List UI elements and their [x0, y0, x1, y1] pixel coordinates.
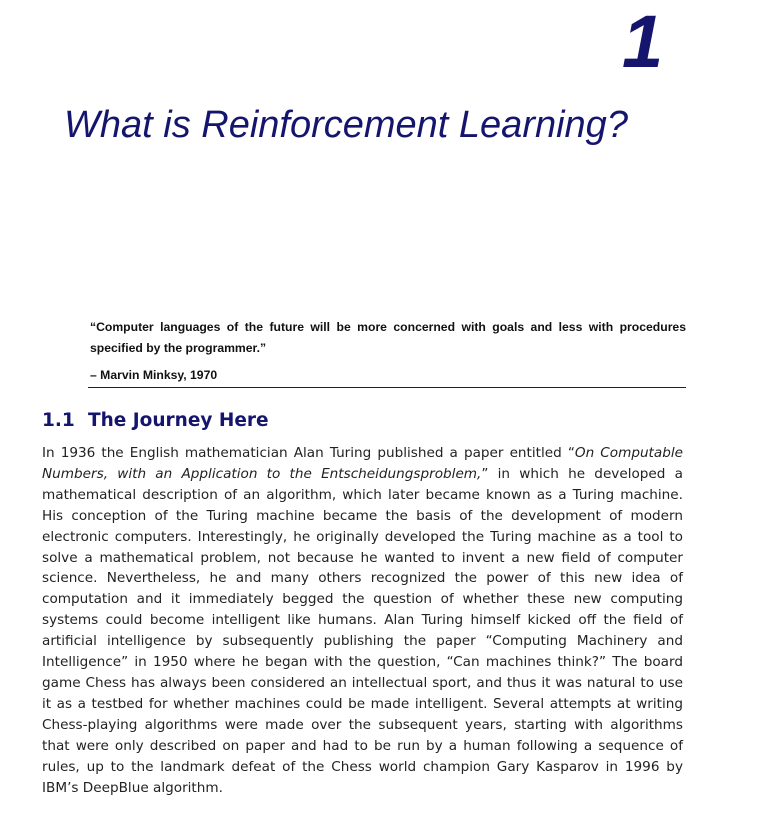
section-heading	[42, 408, 269, 434]
epigraph-author: – Marvin Minksy, 1970	[90, 368, 218, 382]
section-title: The Journey Here	[88, 410, 269, 431]
epigraph	[90, 317, 686, 384]
paragraph-text-rest: ” in which he developed a mathematical description of an algorithm, which later became known as a Turing machine. His conception of the Turing machine became the basis of the development of modern electronic computers. Interestingly, he originally developed the Turing machine as a tool to solve a mathematical problem, not because he wanted to invent a new field of computer science. Nevertheless, he and many others recognized the power of this new idea of computation and it immediately begged the question of whether these new computing systems could become intelligent like humans. Alan Turing himself kicked off the field of artificial intelligence by subsequently publishing the paper “Computing Machinery and Intelligence” in 1950 where he began with the question, “Can machines think?” The board game Chess has always been considered an intellectual sport, and thus it was natural to use it as a testbed for whether machines could be made intelligent. Several attempts at writing Chess-playing algorithms were made over the subsequent years, starting with algorithms that were only described on paper and had to be run by a human following a sequence of rules, up to the landmark defeat of the Chess world champion Gary Kasparov in 1996 by IBM’s DeepBlue algorithm.	[42, 465, 683, 796]
paragraph-text-start: In 1936 the English mathematician Alan Turing published a paper entitled “	[42, 445, 575, 461]
section-number: 1.1	[42, 410, 75, 431]
epigraph-quote: “Computer languages of the future will be more concerned with goals and less with procedures specified by the programmer.”	[90, 320, 686, 355]
chapter-title: What is Reinforcement Learning?	[64, 104, 628, 146]
epigraph-divider	[88, 387, 686, 388]
body-paragraph	[42, 443, 683, 798]
paper-title: On Computable Numbers, with an Application to the Entscheidungsproblem,	[42, 445, 683, 482]
chapter-number: 1	[622, 0, 664, 83]
